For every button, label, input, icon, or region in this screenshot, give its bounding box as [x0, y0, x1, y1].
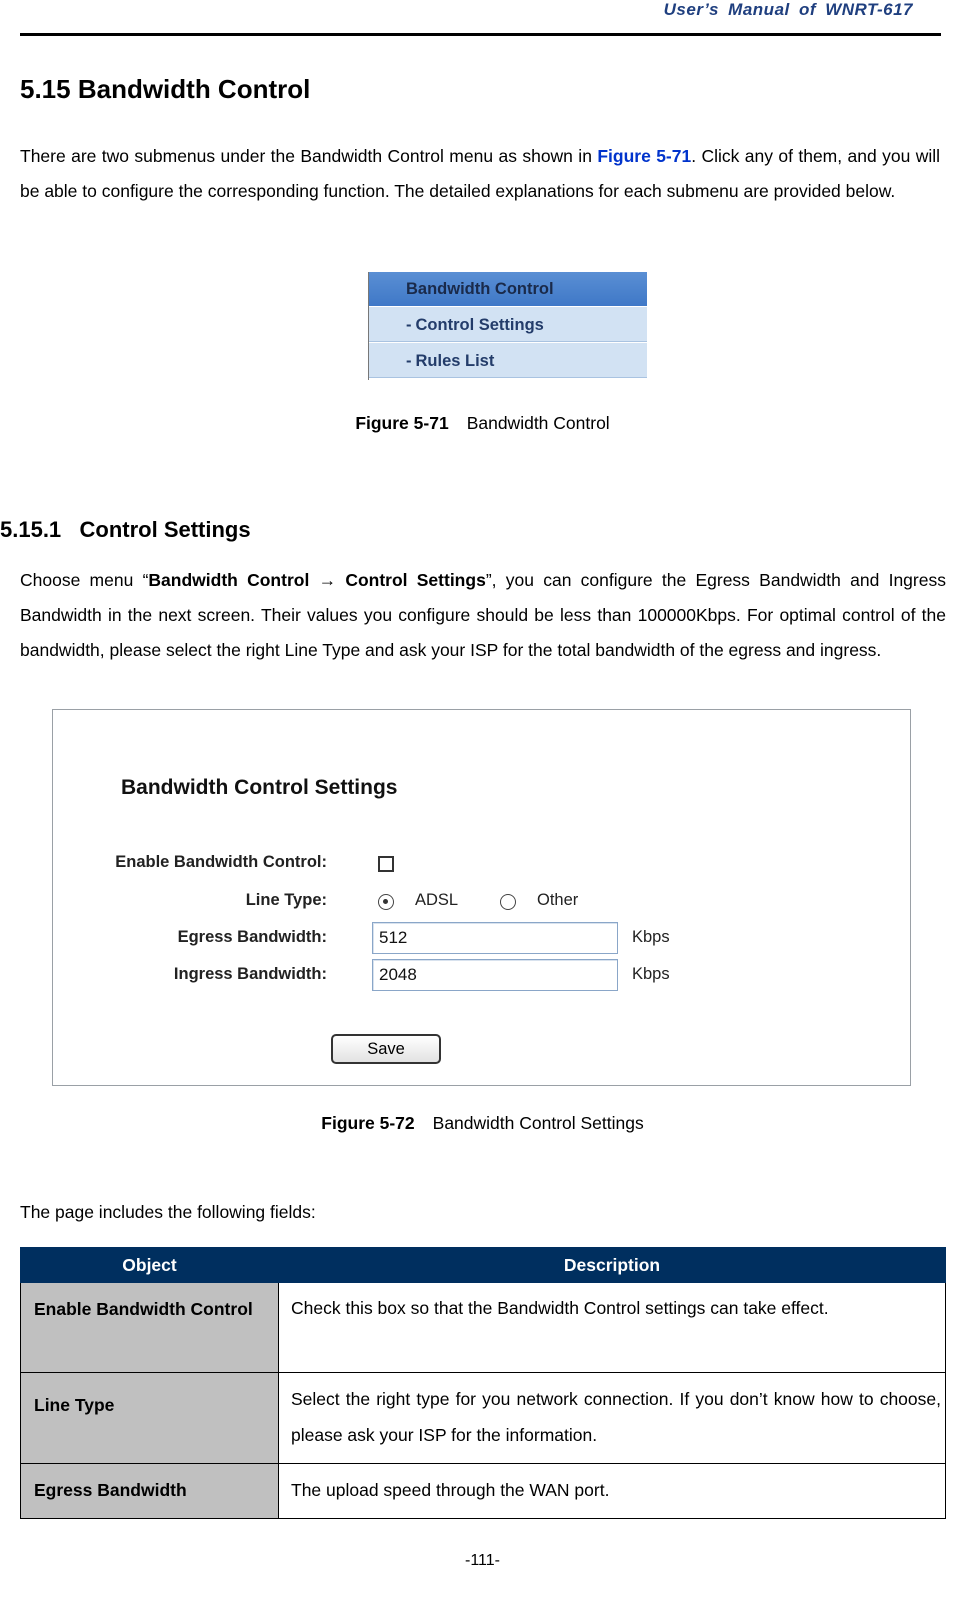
bandwidth-settings-screenshot — [52, 709, 911, 1086]
line-type-adsl-radio[interactable] — [378, 894, 394, 910]
egress-bandwidth-input[interactable] — [372, 922, 618, 954]
table-row — [21, 1283, 946, 1373]
menu-item-dash: - — [406, 316, 412, 334]
table-header-row — [21, 1248, 946, 1283]
save-button[interactable]: Save — [331, 1034, 441, 1064]
document-header-title: User’s Manual of WNRT-617 — [663, 0, 913, 19]
bandwidth-menu-figure — [368, 272, 647, 380]
table-cell-object: Egress Bandwidth — [21, 1464, 279, 1519]
settings-title: Bandwidth Control Settings — [121, 776, 398, 799]
section-heading: 5.15 Bandwidth Control — [20, 74, 311, 104]
enable-bandwidth-checkbox[interactable] — [378, 856, 394, 872]
table-row — [21, 1373, 946, 1464]
line-type-other-label: Other — [537, 891, 579, 909]
intro-text-before: There are two submenus under the Bandwidth Control menu as shown in — [20, 146, 598, 166]
page-number: -111- — [465, 1552, 500, 1569]
menu-path-bandwidth-control: Bandwidth Control — [148, 570, 310, 590]
egress-bandwidth-label: Egress Bandwidth: — [177, 928, 327, 946]
caption-label: Figure 5-72 — [321, 1113, 415, 1133]
table-cell-description: The upload speed through the WAN port. — [279, 1464, 946, 1519]
menu-header-bandwidth-control[interactable]: Bandwidth Control — [369, 272, 647, 306]
caption-label: Figure 5-71 — [355, 413, 449, 433]
line-type-adsl-label: ADSL — [415, 891, 459, 909]
figure-reference-link[interactable]: Figure 5-71 — [597, 146, 692, 166]
choose-menu-paragraph — [20, 563, 946, 668]
header-divider — [20, 33, 941, 36]
ingress-bandwidth-label: Ingress Bandwidth: — [173, 965, 327, 983]
table-header-object: Object — [21, 1248, 279, 1283]
ingress-unit: Kbps — [632, 965, 670, 983]
egress-unit: Kbps — [632, 928, 670, 946]
menu-item-control-settings[interactable] — [369, 306, 647, 342]
menu-path-control-settings: Control Settings — [345, 570, 486, 590]
fields-intro: The page includes the following fields: — [20, 1202, 316, 1222]
ingress-bandwidth-input[interactable] — [372, 959, 618, 991]
menu-item-label: Rules List — [415, 352, 495, 370]
intro-paragraph — [20, 139, 940, 209]
table-header-description: Description — [279, 1248, 946, 1283]
menu-item-dash: - — [406, 352, 412, 370]
caption-text: Bandwidth Control — [466, 413, 610, 433]
table-cell-description: Select the right type for you network connection. If you don’t know how to choose, please ask your ISP for the information. — [279, 1373, 946, 1464]
table-row — [21, 1464, 946, 1519]
figure-5-72-caption — [0, 1113, 965, 1134]
menu-item-label: Control Settings — [415, 316, 544, 334]
intro-text-after: . Click any of them, and you will be able to configure the corresponding function. The detailed explanations for each submenu are provided below. — [20, 146, 940, 201]
table-cell-description: Check this box so that the Bandwidth Control settings can take effect. — [279, 1283, 946, 1373]
menu-item-rules-list[interactable] — [369, 342, 647, 378]
choose-prefix: Choose menu “ — [20, 570, 149, 590]
caption-text: Bandwidth Control Settings — [432, 1113, 644, 1133]
choose-rest: ”, you can configure the Egress Bandwidth and Ingress Bandwidth in the next screen. Their values you configure should be less than 100000Kbps. For optimal control of the bandwidth, please select the right Line Type and ask your ISP for the total bandwidth of the egress and ingress. — [20, 570, 946, 660]
arrow-icon: → — [318, 570, 337, 590]
figure-5-71-caption — [0, 413, 965, 434]
line-type-other-radio[interactable] — [500, 894, 516, 910]
fields-table — [20, 1247, 946, 1519]
subsection-heading: 5.15.1 Control Settings — [0, 517, 251, 542]
enable-bandwidth-label: Enable Bandwidth Control: — [115, 853, 327, 871]
table-cell-object: Line Type — [21, 1373, 279, 1464]
table-cell-object: Enable Bandwidth Control — [21, 1283, 279, 1373]
line-type-label: Line Type: — [245, 891, 327, 909]
